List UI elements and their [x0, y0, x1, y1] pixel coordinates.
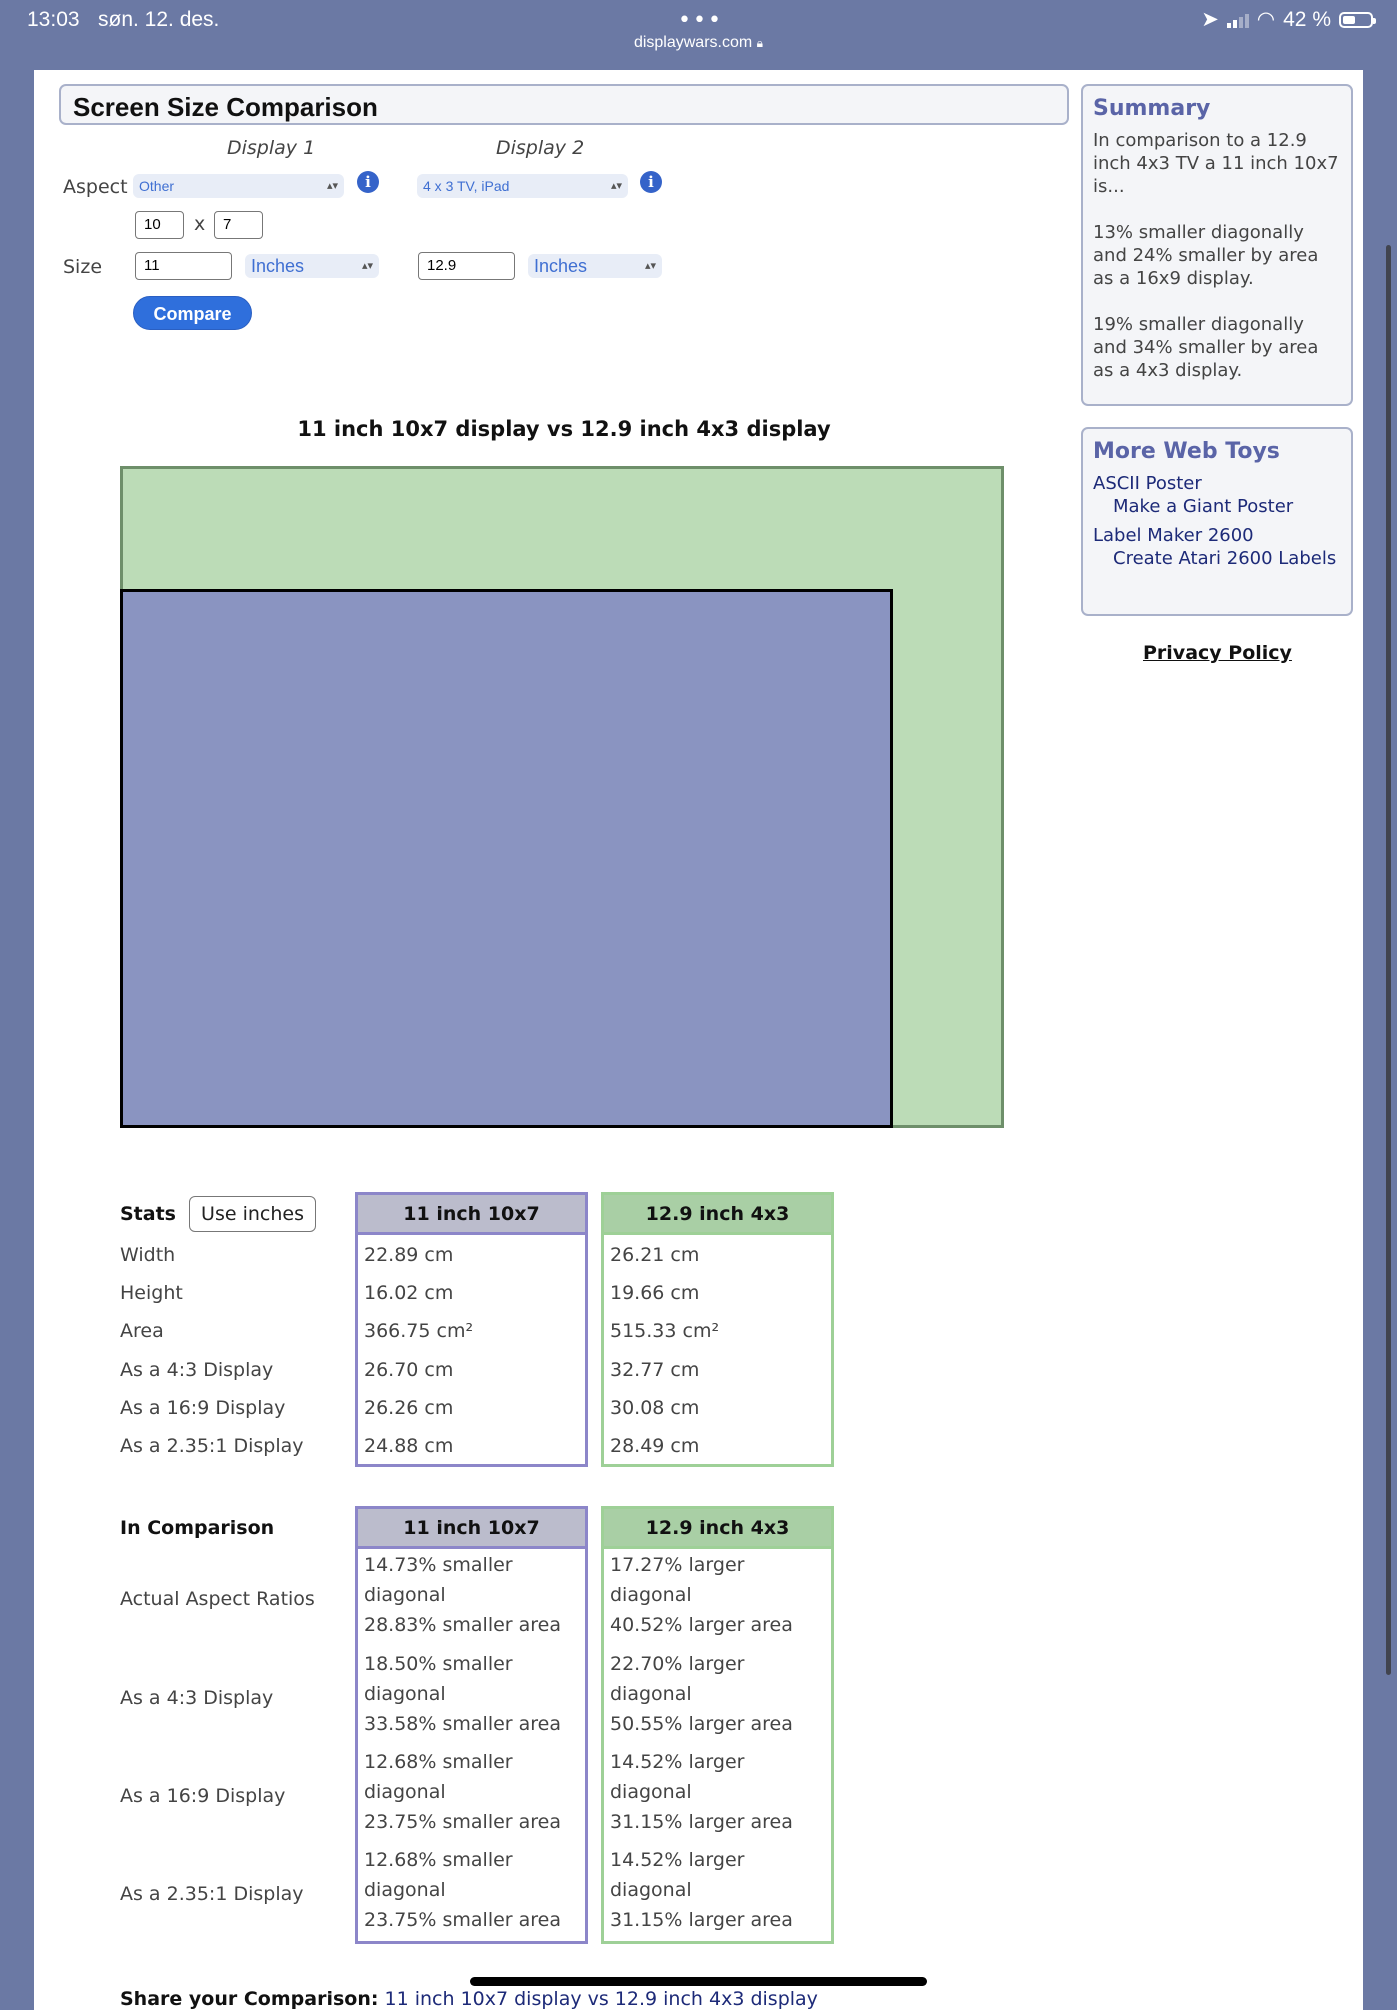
battery-icon [1339, 12, 1373, 28]
display2-size-input[interactable]: 12.9 [418, 252, 515, 280]
scrollbar[interactable] [1386, 245, 1391, 1675]
display2-header: Display 2 [496, 137, 585, 159]
aspect-label: Aspect [63, 176, 128, 198]
display2-aspect-select[interactable] [417, 174, 628, 198]
lock-icon: 🔒︎ [756, 36, 764, 50]
stats-row-label: As a 16:9 Display [120, 1397, 286, 1419]
more-dots-icon[interactable]: ••• [678, 8, 723, 33]
stats-row-label: Width [120, 1244, 176, 1266]
stats-row-label: Area [120, 1320, 164, 1342]
privacy-policy-link[interactable]: Privacy Policy [1143, 642, 1292, 664]
stats-title: Stats [120, 1203, 176, 1225]
comparison-cell: 12.68% smaller diagonal 23.75% smaller area [364, 1849, 562, 1931]
comparison-header-display1: 11 inch 10x7 [358, 1509, 585, 1549]
comparison-section-title: In Comparison [120, 1517, 275, 1539]
link-label-maker-desc[interactable]: Create Atari 2600 Labels [1113, 548, 1337, 569]
comparison-cell: 14.52% larger diagonal 31.15% larger area [610, 1751, 793, 1833]
page [34, 70, 1363, 2010]
stats-row-label: As a 4:3 Display [120, 1359, 274, 1381]
stats-cell: 19.66 cm [610, 1282, 700, 1304]
share-comparison [120, 1988, 818, 2010]
display2-unit-select[interactable] [528, 254, 662, 278]
stats-cell: 26.21 cm [610, 1244, 700, 1266]
comparison-title: 11 inch 10x7 display vs 12.9 inch 4x3 display [297, 417, 831, 441]
summary-16x9: 13% smaller diagonally and 24% smaller by area as a 16x9 display. [1093, 222, 1319, 289]
stats-cell: 26.26 cm [364, 1397, 454, 1419]
comparison-header-display2: 12.9 inch 4x3 [604, 1509, 831, 1549]
comparison-row-label: Actual Aspect Ratios [120, 1588, 315, 1610]
ratio-width-input[interactable]: 10 [135, 211, 184, 239]
use-inches-button[interactable]: Use inches [189, 1196, 316, 1232]
comparison-row-label: As a 4:3 Display [120, 1687, 274, 1709]
wifi-icon: ◠ [1256, 8, 1276, 31]
link-ascii-poster[interactable]: ASCII Poster [1093, 473, 1202, 494]
page-title: Screen Size Comparison [59, 84, 1069, 125]
stats-header-display2: 12.9 inch 4x3 [604, 1195, 831, 1235]
display2-info-icon[interactable]: i [640, 171, 662, 193]
battery-percent: 42 % [1283, 7, 1331, 31]
summary-title: Summary [1093, 96, 1211, 121]
web-toys-title: More Web Toys [1093, 439, 1280, 464]
comparison-cell: 17.27% larger diagonal 40.52% larger area [610, 1554, 793, 1636]
display1-unit-value: Inches [251, 256, 305, 276]
link-ascii-poster-desc[interactable]: Make a Giant Poster [1113, 496, 1294, 517]
display1-aspect-select[interactable] [133, 174, 344, 198]
stats-row-label: As a 2.35:1 Display [120, 1435, 304, 1457]
url-text: displaywars.com [633, 34, 753, 51]
compare-button[interactable]: Compare [133, 296, 252, 330]
status-date: søn. 12. des. [98, 8, 220, 31]
size-label: Size [63, 256, 103, 278]
comparison-row-label: As a 2.35:1 Display [120, 1883, 304, 1905]
summary-box [1081, 84, 1353, 406]
comparison-cell: 18.50% smaller diagonal 33.58% smaller area [364, 1653, 562, 1735]
chevron-updown-icon: ▴▾ [644, 260, 656, 272]
comparison-cell: 22.70% larger diagonal 50.55% larger area [610, 1653, 793, 1735]
home-indicator[interactable] [470, 1977, 927, 1986]
display2-aspect-value: 4 x 3 TV, iPad [423, 178, 510, 194]
comparison-cell: 12.68% smaller diagonal 23.75% smaller area [364, 1751, 562, 1833]
location-icon: ➤ [1201, 8, 1219, 31]
summary-4x3: 19% smaller diagonally and 34% smaller by area as a 4x3 display. [1093, 314, 1319, 381]
status-indicators [1201, 7, 1373, 32]
url-bar[interactable] [0, 34, 1397, 52]
status-time: 13:03 [27, 8, 80, 31]
comparison-cell: 14.52% larger diagonal 31.15% larger area [610, 1849, 793, 1931]
link-label-maker[interactable]: Label Maker 2600 [1093, 525, 1254, 546]
display1-aspect-value: Other [139, 178, 175, 194]
stats-cell: 366.75 cm² [364, 1320, 474, 1342]
comparison-table-display1 [355, 1506, 588, 1944]
share-label: Share your Comparison: [120, 1988, 379, 2010]
ratio-separator: x [194, 213, 206, 235]
stats-cell: 515.33 cm² [610, 1320, 720, 1342]
ratio-height-input[interactable]: 7 [214, 211, 263, 239]
stats-cell: 28.49 cm [610, 1435, 700, 1457]
chevron-updown-icon: ▴▾ [326, 180, 338, 192]
stats-cell: 22.89 cm [364, 1244, 454, 1266]
stats-cell: 32.77 cm [610, 1359, 700, 1381]
comparison-cell: 14.73% smaller diagonal 28.83% smaller area [364, 1554, 562, 1636]
signal-icon [1227, 12, 1249, 28]
comparison-table-display2 [601, 1506, 834, 1944]
status-bar [0, 0, 1397, 66]
stats-table-display2 [601, 1192, 834, 1467]
chevron-updown-icon: ▴▾ [610, 180, 622, 192]
display1-header: Display 1 [227, 137, 316, 159]
stats-cell: 24.88 cm [364, 1435, 454, 1457]
web-toys-box [1081, 427, 1353, 616]
comparison-row-label: As a 16:9 Display [120, 1785, 286, 1807]
display2-unit-value: Inches [534, 256, 588, 276]
display1-unit-select[interactable] [245, 254, 379, 278]
stats-cell: 16.02 cm [364, 1282, 454, 1304]
display1-rectangle [120, 589, 893, 1128]
stats-table-display1 [355, 1192, 588, 1467]
share-link[interactable]: 11 inch 10x7 display vs 12.9 inch 4x3 display [384, 1988, 818, 2010]
stats-cell: 30.08 cm [610, 1397, 700, 1419]
stats-header-display1: 11 inch 10x7 [358, 1195, 585, 1235]
stats-cell: 26.70 cm [364, 1359, 454, 1381]
display1-info-icon[interactable]: i [357, 171, 379, 193]
display1-size-input[interactable]: 11 [135, 252, 232, 280]
chevron-updown-icon: ▴▾ [361, 260, 373, 272]
summary-intro: In comparison to a 12.9 inch 4x3 TV a 11 inch 10x7 is... [1093, 130, 1339, 197]
stats-row-label: Height [120, 1282, 183, 1304]
